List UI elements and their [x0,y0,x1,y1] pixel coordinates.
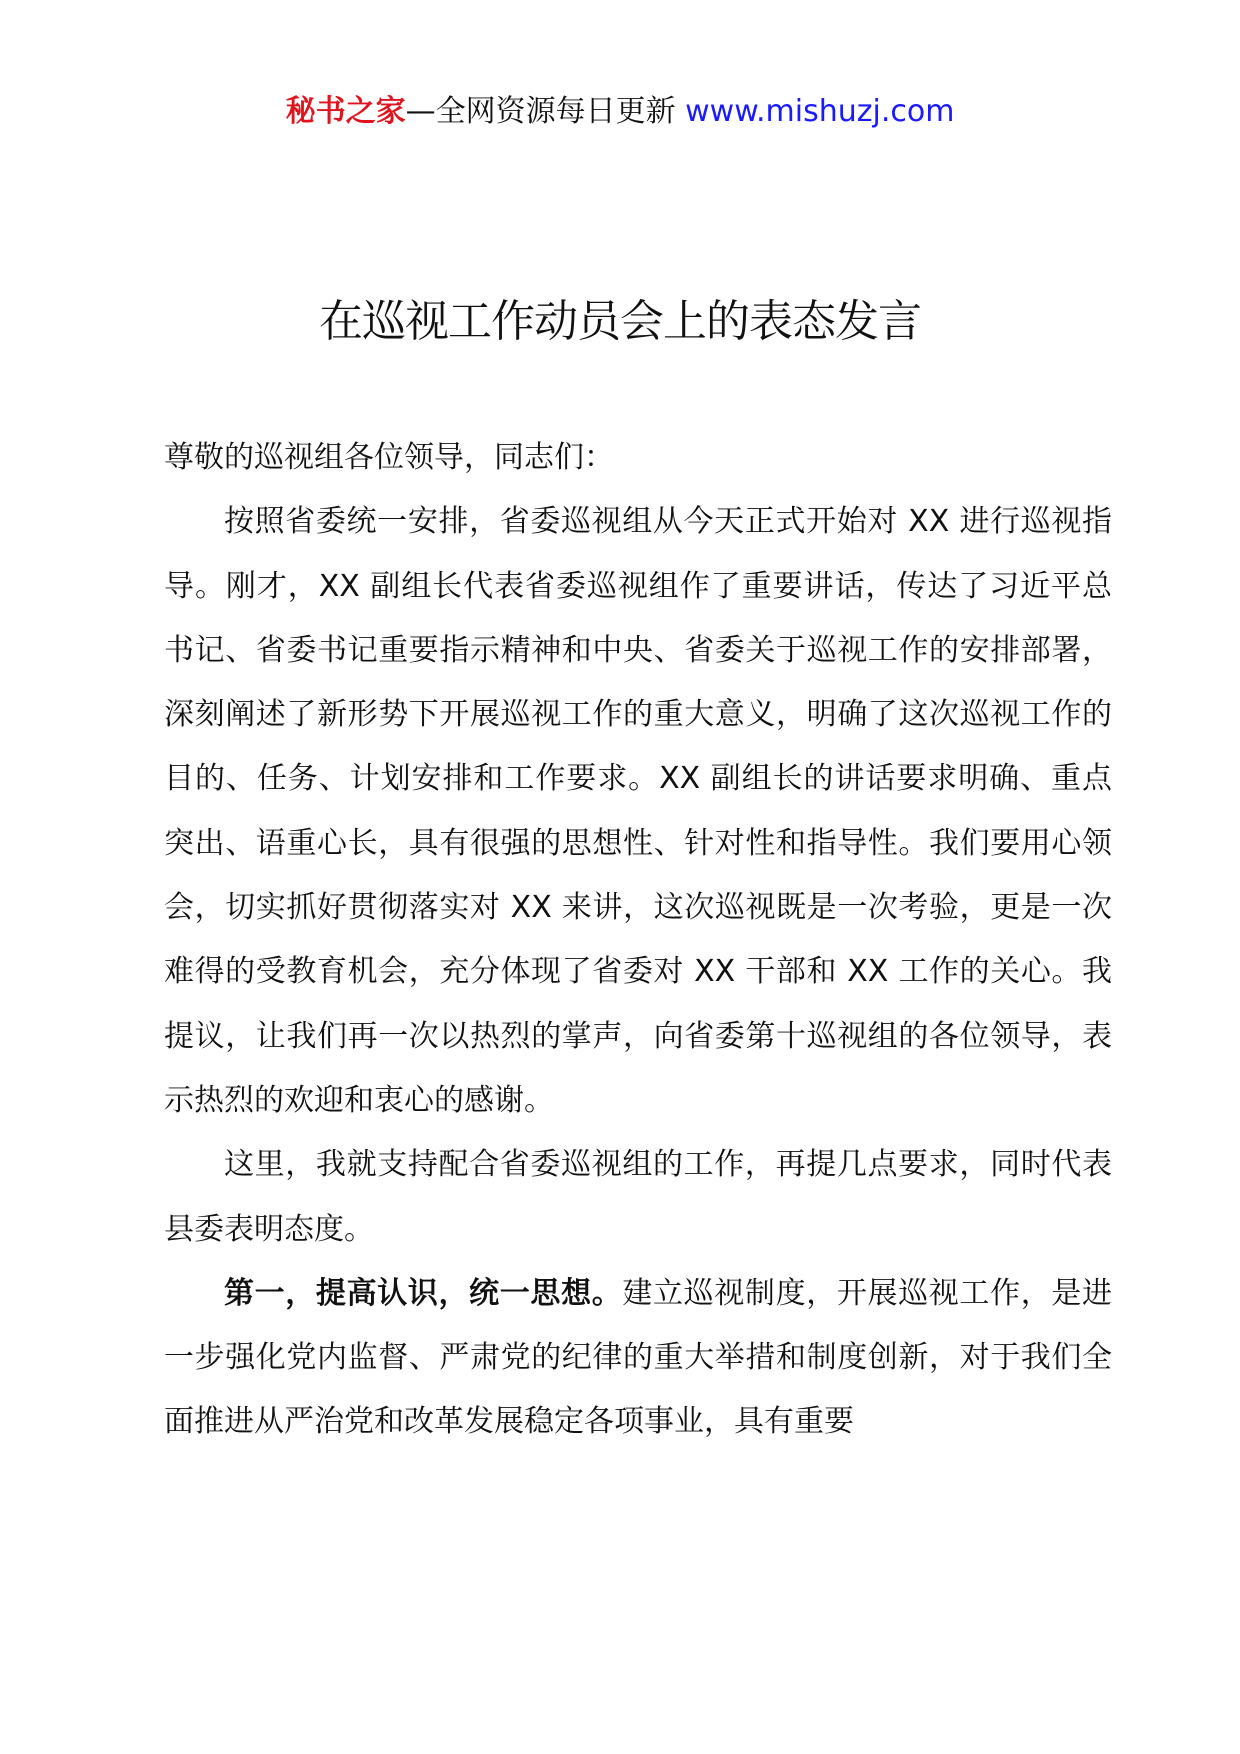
document-title: 在巡视工作动员会上的表态发言 [319,296,921,347]
paragraph-3 [164,1262,1112,1455]
paragraph-3-lead: 第一，提高认识，统一思想。 [224,1275,623,1311]
site-brand: 秘书之家 [285,94,406,129]
document-body [164,426,1112,1455]
site-slogan: —全网资源每日更新 [405,94,676,129]
site-url-link[interactable]: www.mishuzj.com [685,94,955,129]
site-header [0,92,1240,132]
paragraph-1: 按照省委统一安排，省委巡视组从今天正式开始对 XX 进行巡视指导。刚才，XX 副组长代表省委巡视组作了重要讲话，传达了习近平总书记、省委书记重要指示精神和中央、省委关于巡视工作的安排部署，深刻阐述了新形势下开展巡视工作的重大意义，明确了这次巡视工作的目的、任务、计划安排和工作要求。XX 副组长的讲话要求明确、重点突出、语重心长，具有很强的思想性、针对性和指导性。我们要用心领会，切实抓好贯彻落实对 XX 来讲，这次巡视既是一次考验，更是一次难得的受教育机会，充分体现了省委对 XX 干部和 XX 工作的关心。我提议，让我们再一次以热烈的掌声，向省委第十巡视组的各位领导，表示热烈的欢迎和衷心的感谢。 [164,504,1112,1118]
paragraph-3-body: 建立巡视制度，开展巡视工作，是进一步强化党内监督、严肃党的纪律的重大举措和制度创新，对于我们全面推进从严治党和改革发展稳定各项事业，具有重要 [164,1275,1113,1440]
paragraph-2: 这里，我就支持配合省委巡视组的工作，再提几点要求，同时代表县委表明态度。 [164,1147,1112,1247]
salutation: 尊敬的巡视组各位领导，同志们： [164,440,614,475]
